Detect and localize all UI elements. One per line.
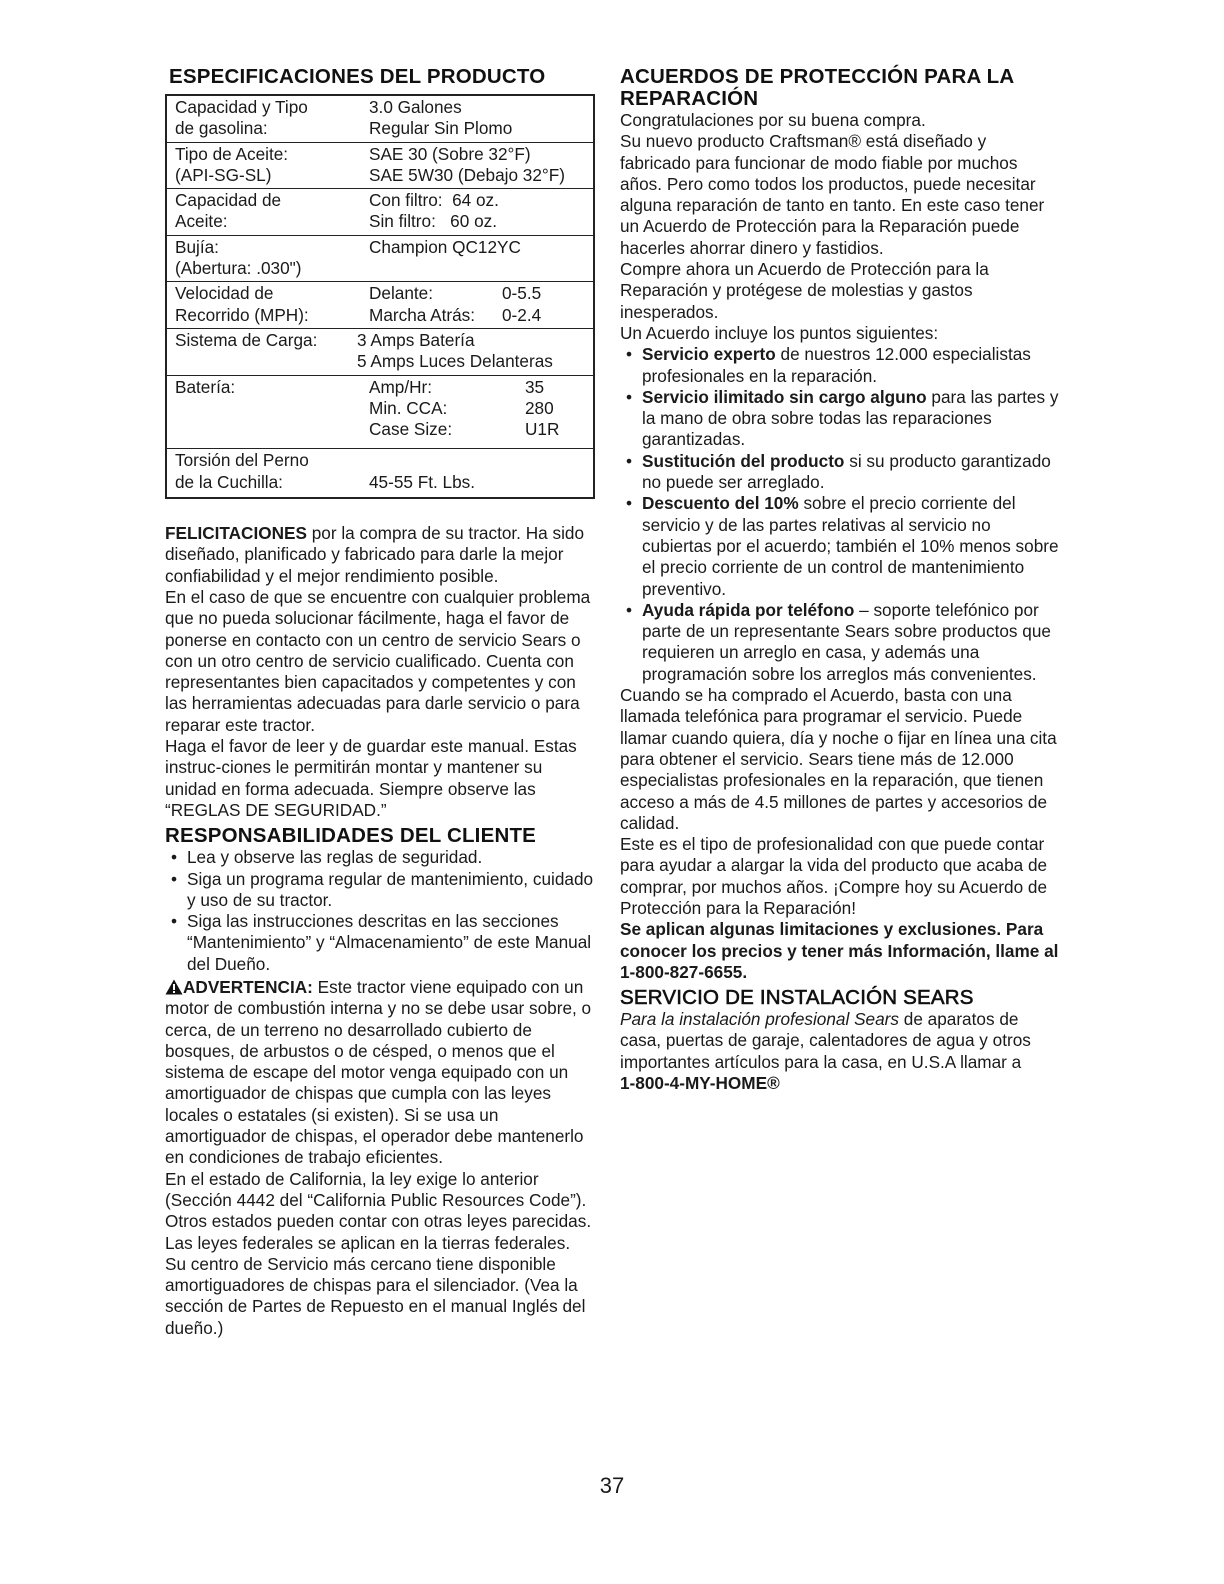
spec-label: Batería: (175, 376, 236, 397)
list-item (620, 344, 1060, 387)
installation-paragraph (620, 1009, 1060, 1094)
limitations-notice (620, 919, 1060, 983)
list-item (620, 451, 1060, 494)
warning-label: ADVERTENCIA: (183, 976, 313, 997)
spec-label: Velocidad de (175, 283, 274, 304)
battery-label: Case Size: (369, 419, 453, 440)
spec-label: Capacidad de (175, 190, 282, 211)
spec-label: Recorrido (MPH): (175, 304, 309, 325)
list-item (620, 600, 1060, 685)
felicitaciones-heading: FELICITACIONES (165, 523, 307, 544)
spec-label: Torsión del Perno (175, 450, 309, 471)
installation-title: SERVICIO DE INSTALACIÓN SEARS (620, 986, 974, 1010)
protection-title (620, 66, 1060, 110)
battery-label: Amp/Hr: (369, 376, 433, 397)
benefit-text: – soporte telefónico por parte de un representante Sears sobre productos que requieren un arreglo en casa, y además una programación sobre los arreglos más convenientes. (642, 599, 1051, 684)
speed-label: Delante: (369, 283, 434, 304)
installation-text: de aparatos de casa, puertas de garaje, calentadores de agua y otros importantes artículos para la casa, en U.S.A llamar a (620, 1009, 1031, 1072)
benefit-title: Sustitución del producto (642, 450, 845, 471)
benefit-text: de nuestros 12.000 especialistas profesionales en la reparación. (642, 344, 1031, 386)
limitations-text: Se aplican algunas limitaciones y exclusiones. Para conocer los precios y tener más Información, llame al 1-800-827-6655. (620, 919, 1059, 982)
service-call-paragraph: Cuando se ha comprado el Acuerdo, basta con una llamada telefónica para programar el servicio. Puede llamar cuando quiera, día y noche o fijar en línea una cita para obtener el servicio. Sears tiene más de 12.000 especialistas profesionales en la reparación, que tienen acceso a más de 4.5 millones de partes y accesorios de calidad. (620, 685, 1057, 833)
benefits-list (620, 344, 1060, 685)
spec-label: Aceite: (175, 211, 228, 232)
benefit-text: sobre el precio corriente del servicio y de las partes relativas al servicio no cubiertas por el acuerdo; también el 10% menos sobre el precio corriente de un control de mantenimiento preventivo. (642, 493, 1059, 599)
spec-value (369, 450, 593, 471)
list-item: • Siga un programa regular de mantenimiento, cuidado y uso de su tractor. (165, 869, 595, 912)
list-item: • Siga las instrucciones descritas en las secciones “Mantenimiento” y “Almacenamiento” de este Manual del Dueño. (165, 911, 595, 975)
spec-row (167, 188, 593, 235)
spec-value: 3 Amps Batería (357, 329, 475, 350)
installation-italic: Para la instalación profesional Sears (620, 1009, 899, 1030)
battery-label: Min. CCA: (369, 397, 448, 418)
spec-title: ESPECIFICACIONES DEL PRODUCTO (169, 65, 546, 88)
spec-label: Sistema de Carga: (175, 329, 318, 350)
benefit-title: Servicio experto (642, 344, 776, 365)
intro-line: Congratulaciones por su buena compra. (620, 110, 926, 130)
spec-value: Con filtro: 64 oz. (369, 190, 499, 211)
california-paragraph: En el estado de California, la ley exige lo anterior (Sección 4442 del “California Public Resources Code”). Otros estados pueden contar con otras leyes parecidas. Las leyes federales se aplican en la tierras federales. Su centro de Servicio más cercano tiene disponible amortiguadores de chispas para el silenciador. (Vea la sección de Partes de Repuesto en el manual Inglés del dueño.) (165, 1168, 592, 1338)
spec-row (167, 235, 593, 282)
benefit-text: para las partes y la mano de obra sobre todas las reparaciones garantizadas. (642, 386, 1059, 450)
responsibilities-title: RESPONSABILIDADES DEL CLIENTE (165, 824, 537, 848)
spec-value: Sin filtro: 60 oz. (369, 211, 498, 232)
felicitaciones-text: por la compra de su tractor. Ha sido diseñado, planificado y fabricado para darle la mejor confiabilidad y el mejor rendimiento posible. (165, 523, 585, 586)
spec-row (167, 448, 593, 497)
speed-label: Marcha Atrás: (369, 304, 476, 325)
page-number: 37 (599, 1473, 625, 1498)
spec-value: Champion QC12YC (369, 236, 521, 257)
list-item: • Lea y observe las reglas de seguridad. (165, 847, 595, 868)
spec-row (167, 142, 593, 189)
speed-value: 0-5.5 (502, 283, 542, 304)
warning-triangle-icon (165, 979, 183, 995)
list-item (620, 387, 1060, 451)
intro-paragraph: Su nuevo producto Craftsman® está diseñado y fabricado para funcionar de modo fiable por muchos años. Pero como todos los productos, puede necesitar alguna reparación de tanto en tanto. En este caso tener un Acuerdo de Protección para la Reparación puede hacerles ahorrar dinero y fastidios. (620, 131, 1045, 258)
spec-table (165, 94, 595, 499)
manual-paragraph: Haga el favor de leer y de guardar este manual. Estas instruc-ciones le permitirán montar y mantener su unidad en forma adecuada. Siempre observe las “REGLAS DE SEGURIDAD.” (165, 736, 577, 820)
spec-row (167, 281, 593, 328)
warning-text: Este tractor viene equipado con un motor de combustión interna y no se debe usar sobre, o cerca, de un terreno no desarrollado cubierto de bosques, de arbustos o de césped, o menos que el sistema de escape del motor venga equipado con un amortiguador de chispas que cumpla con las leyes locales o estatales (si existen). Si se usa un amortiguador de chispas, el operador debe mantenerlo en condiciones de trabajo eficientes. (165, 976, 592, 1168)
spec-label: de gasolina: (175, 118, 268, 139)
spec-value: SAE 5W30 (Debajo 32°F) (369, 164, 566, 185)
spec-value: 3.0 Galones (369, 97, 462, 117)
protection-title-line1: ACUERDOS DE PROTECCIÓN PARA LA (620, 65, 1015, 88)
responsibilities-list (165, 847, 595, 975)
left-column (165, 66, 595, 1339)
spec-label: (API-SG-SL) (175, 164, 272, 185)
felicitaciones-paragraph (165, 523, 595, 587)
benefit-title: Ayuda rápida por teléfono (642, 599, 855, 620)
benefit-title: Servicio ilimitado sin cargo alguno (642, 386, 927, 407)
spec-row (167, 375, 593, 449)
battery-value: 280 (525, 397, 554, 418)
spec-label: de la Cuchilla: (175, 471, 283, 492)
spec-value: SAE 30 (Sobre 32°F) (369, 143, 531, 164)
right-column (620, 66, 1060, 1094)
spec-value: Regular Sin Plomo (369, 118, 513, 139)
benefit-title: Descuento del 10% (642, 493, 799, 514)
battery-value: U1R (525, 419, 560, 440)
spec-value: 5 Amps Luces Delanteras (357, 351, 553, 372)
intro-line: Un Acuerdo incluye los puntos siguientes: (620, 322, 939, 343)
spec-value: 45-55 Ft. Lbs. (369, 471, 476, 492)
list-item (620, 493, 1060, 599)
speed-value: 0-2.4 (502, 304, 542, 325)
spec-label: (Abertura: .030") (175, 258, 302, 279)
battery-value: 35 (525, 376, 545, 397)
warning-paragraph (165, 977, 595, 1169)
professionalism-paragraph: Este es el tipo de profesionalidad con que puede contar para ayudar a alargar la vida del producto que acaba de comprar, por muchos años. ¡Compre hoy su Acuerdo de Protección para la Reparación! (620, 834, 1048, 918)
protection-title-line2: REPARACIÓN (620, 87, 759, 110)
spec-label: Bujía: (175, 236, 219, 257)
service-paragraph: En el caso de que se encuentre con cualquier problema que no pueda solucionar fácilmente, haga el favor de ponerse en contacto con un centro de servicio Sears o con un otro centro de servicio cualificado. Cuenta con representantes bien capacitados y competentes y con las herramientas adecuadas para darle servicio o para reparar este tractor. (165, 586, 591, 735)
installation-phone: 1-800-4-MY-HOME® (620, 1073, 780, 1094)
spec-row (167, 96, 593, 142)
spec-label: Tipo de Aceite: (175, 143, 289, 164)
intro-paragraph: Compre ahora un Acuerdo de Protección para la Reparación y protégese de molestias y gastos inesperados. (620, 259, 989, 322)
spec-row (167, 328, 593, 375)
benefit-text: si su producto garantizado no puede ser arreglado. (642, 450, 1051, 493)
spec-label: Capacidad y Tipo (175, 97, 308, 117)
